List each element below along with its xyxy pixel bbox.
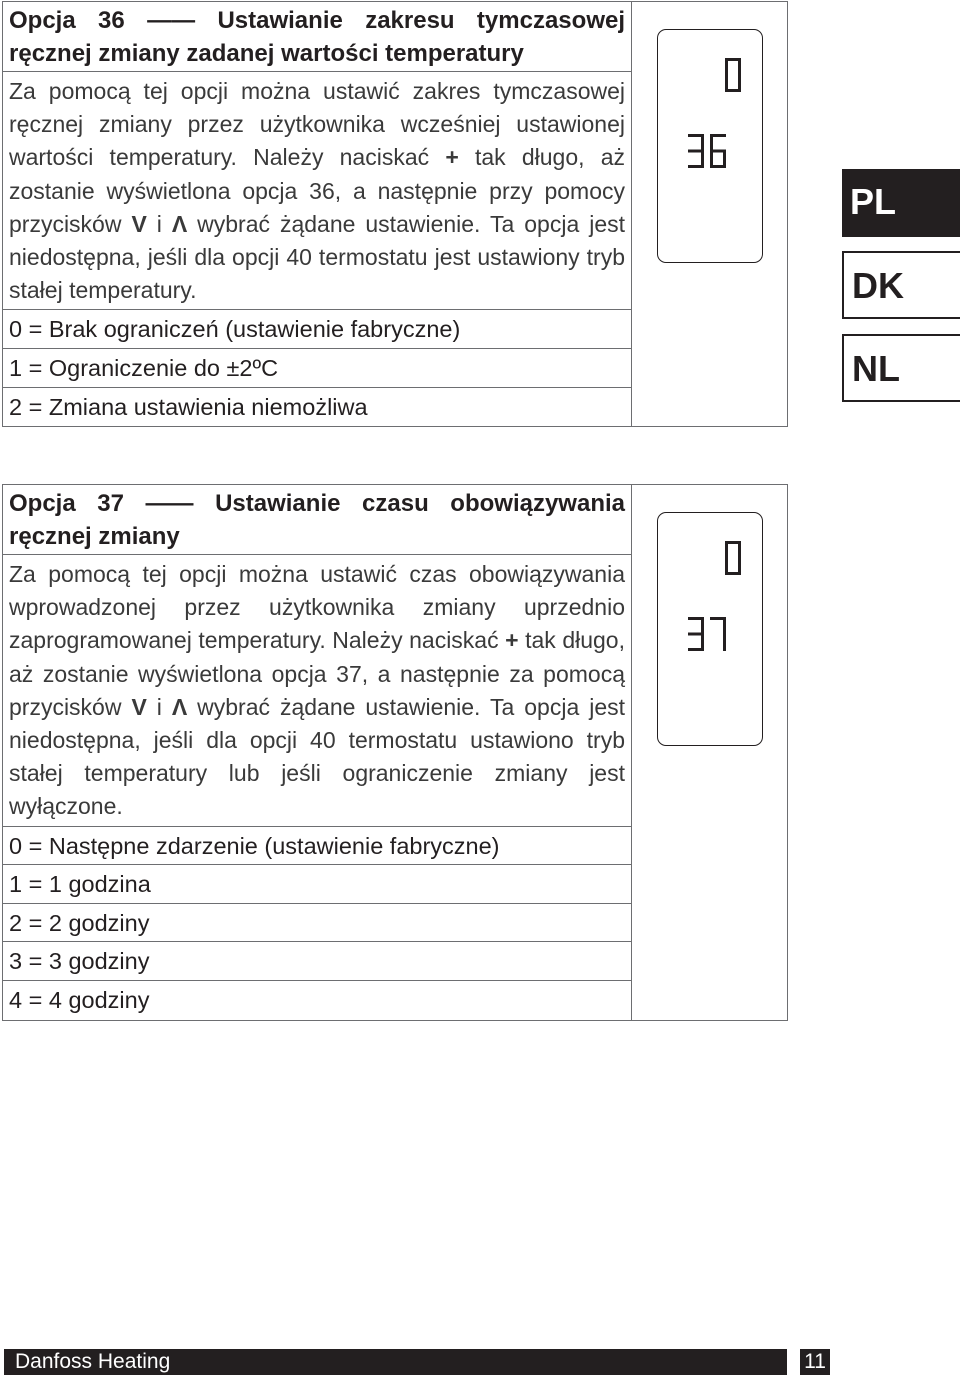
- thermostat-display-37: [657, 512, 763, 746]
- lcd-segment-c: [723, 634, 726, 651]
- option-37-description: Za pomocą tej opcji można ustawić czas obowiązywania wprowadzonej przez użytkownika zmiany uprzednio zaprogramowanej temperatury. Należy naciskać + tak długo, aż zostanie wyświetlona opcja 37, a następnie za pomocą przycisków V i Λ wybrać żądane ustawienie. Ta opcja jest niedostępna, jeśli dla opcji 40 termostatu ustawiono tryb stałej temperatury lub jeśli ograniczenie zmiany jest wyłączone.: [3, 555, 631, 827]
- lcd-option-digit-2: [710, 134, 726, 168]
- up-button-symbol: Λ: [171, 210, 188, 237]
- option-37-setting-2: 2 = 2 godziny: [3, 904, 631, 943]
- lcd-segment-e: [725, 558, 728, 575]
- language-tab-pl[interactable]: PL: [842, 169, 960, 237]
- lcd-value-digit: [725, 541, 741, 575]
- option-36-description: Za pomocą tej opcji można ustawić zakres tymczasowej ręcznej zmiany przez użytkownika wcześniej ustawionej wartości temperatury. Należy naciskać + tak długo, aż zostanie wyświetlona opcja 36, a następnie przy pomocy przycisków V i Λ wybrać żądane ustawienie. Ta opcja jest niedostępna, jeśli dla opcji 40 termostatu jest ustawiony tryb stałej temperatury.: [3, 72, 631, 310]
- down-button-symbol: V: [131, 693, 147, 720]
- language-tab-nl[interactable]: NL: [842, 334, 960, 402]
- lcd-segment-f: [725, 541, 728, 558]
- lcd-segment-c: [723, 151, 726, 168]
- option-36-display-column: [632, 2, 787, 426]
- option-37-title: Opcja 37 —— Ustawianie czasu obowiązywania ręcznej zmiany: [3, 485, 631, 555]
- option-37-block: [2, 484, 788, 1021]
- footer-brand: Danfoss Heating: [4, 1349, 787, 1375]
- option-36-setting-0: 0 = Brak ograniczeń (ustawienie fabryczne): [3, 310, 631, 349]
- option-36-setting-1: 1 = Ograniczenie do ±2ºC: [3, 349, 631, 388]
- plus-symbol: +: [505, 627, 519, 654]
- lcd-segment-b: [701, 617, 704, 634]
- lcd-segment-f: [710, 134, 713, 151]
- page-number: 11: [800, 1349, 830, 1375]
- option-36-setting-2: 2 = Zmiana ustawienia niemożliwa: [9, 393, 368, 420]
- lcd-segment-d: [688, 165, 704, 168]
- option-36-block: [2, 1, 788, 427]
- lcd-option-digit-1: [688, 617, 704, 651]
- plus-symbol: +: [445, 144, 459, 171]
- up-button-symbol: Λ: [171, 693, 188, 720]
- option-37-setting-4: 4 = 4 godziny: [9, 987, 150, 1013]
- down-button-symbol: V: [131, 210, 147, 237]
- option-37-setting-3: 3 = 3 godziny: [3, 942, 631, 981]
- lcd-segment-b: [738, 541, 741, 558]
- lcd-segment-b: [723, 617, 726, 634]
- lcd-segment-e: [725, 75, 728, 92]
- option-37-setting-0: 0 = Następne zdarzenie (ustawienie fabryczne): [3, 827, 631, 866]
- lcd-value-digit: [725, 58, 741, 92]
- option-37-text-column: [3, 485, 632, 1020]
- option-36-title: Opcja 36 —— Ustawianie zakresu tymczasowej ręcznej zmiany zadanej wartości temperatury: [3, 2, 631, 72]
- option-36-text-column: [3, 2, 632, 426]
- lcd-segment-b: [738, 58, 741, 75]
- option-37-display-column: [632, 485, 787, 1020]
- lcd-option-digit-1: [688, 134, 704, 168]
- option-37-setting-1: 1 = 1 godzina: [3, 865, 631, 904]
- lcd-digits-37: [658, 513, 764, 747]
- lcd-segment-f: [725, 58, 728, 75]
- lcd-segment-b: [701, 134, 704, 151]
- language-tab-dk[interactable]: DK: [842, 251, 960, 319]
- thermostat-display-36: [657, 29, 763, 263]
- lcd-digits-36: [658, 30, 764, 264]
- lcd-option-digit-2: [710, 617, 726, 651]
- lcd-segment-d: [688, 648, 704, 651]
